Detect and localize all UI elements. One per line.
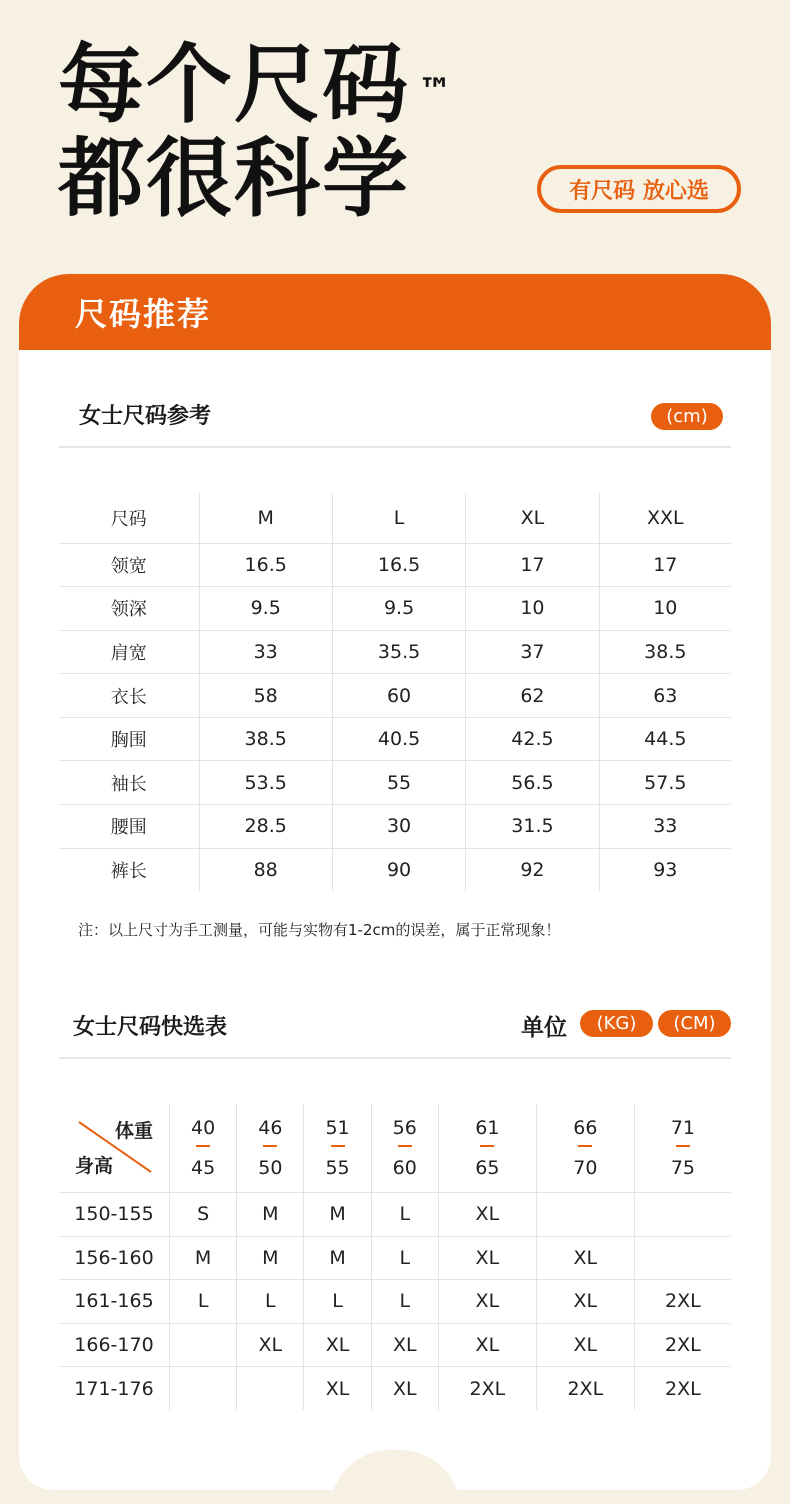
weight-high: 55: [325, 1157, 350, 1179]
weight-low: 66: [573, 1117, 598, 1139]
table-row: [59, 761, 731, 805]
table-row: [59, 848, 731, 892]
recommended-size: 2XL: [634, 1280, 731, 1324]
measurement-value: 62: [466, 674, 599, 718]
corner-cell: [59, 1104, 170, 1193]
measurement-value: 35.5: [332, 630, 465, 674]
recommended-size: M: [304, 1193, 371, 1237]
range-dash: [331, 1145, 345, 1147]
recommended-size: XL: [237, 1323, 304, 1367]
recommended-size: XL: [438, 1193, 536, 1237]
unit-kg-badge: (KG): [580, 1010, 653, 1037]
corner-height-label: 身高: [75, 1155, 114, 1177]
table-row: [59, 1323, 731, 1367]
hero-title-line2: 都很科学: [58, 129, 410, 229]
recommended-size: L: [237, 1280, 304, 1324]
size-reference-table: [59, 493, 731, 892]
weight-low: 56: [392, 1117, 417, 1139]
recommended-size: L: [304, 1280, 371, 1324]
unit-cm-badge: (CM): [658, 1010, 731, 1037]
measurement-value: 17: [466, 543, 599, 587]
weight-range-header: [536, 1104, 634, 1193]
weight-high: 60: [392, 1157, 417, 1179]
height-range-label: 166-170: [59, 1323, 170, 1367]
measurement-value: 31.5: [466, 805, 599, 849]
weight-range-header: [634, 1104, 731, 1193]
measurement-value: 30: [332, 805, 465, 849]
panel-header: 尺码推荐: [19, 274, 771, 350]
table-row: [59, 587, 731, 631]
measurement-label: 袖长: [59, 761, 199, 805]
recommended-size: XL: [536, 1236, 634, 1280]
measurement-value: 9.5: [332, 587, 465, 631]
recommended-size: [170, 1323, 237, 1367]
recommended-size: L: [170, 1280, 237, 1324]
measurement-value: 37: [466, 630, 599, 674]
weight-high: 65: [475, 1157, 500, 1179]
measurement-value: 55: [332, 761, 465, 805]
table-row: [59, 717, 731, 761]
table-row: [59, 1367, 731, 1411]
table-row: [59, 543, 731, 587]
measurement-label: 腰围: [59, 805, 199, 849]
recommended-size: 2XL: [634, 1323, 731, 1367]
measurement-value: 42.5: [466, 717, 599, 761]
header-label: 尺码: [110, 508, 147, 530]
recommended-size: M: [237, 1236, 304, 1280]
quick-select-table: [59, 1104, 731, 1410]
measurement-value: 60: [332, 674, 465, 718]
size-column-header: XXL: [599, 493, 731, 543]
recommended-size: [170, 1367, 237, 1411]
measurement-label: 领深: [59, 587, 199, 631]
recommended-size: XL: [371, 1367, 438, 1411]
measurement-value: 10: [466, 587, 599, 631]
recommended-size: XL: [304, 1323, 371, 1367]
recommended-size: M: [170, 1236, 237, 1280]
weight-high: 50: [258, 1157, 283, 1179]
weight-low: 40: [191, 1117, 216, 1139]
height-range-label: 150-155: [59, 1193, 170, 1237]
measurement-value: 58: [199, 674, 332, 718]
table-row: [59, 674, 731, 718]
recommended-size: 2XL: [634, 1367, 731, 1411]
weight-low: 71: [670, 1117, 695, 1139]
recommended-size: L: [371, 1280, 438, 1324]
recommended-size: [634, 1193, 731, 1237]
recommended-size: 2XL: [438, 1367, 536, 1411]
recommended-size: XL: [304, 1367, 371, 1411]
weight-range-header: [438, 1104, 536, 1193]
measurement-value: 33: [599, 805, 731, 849]
height-range-label: 171-176: [59, 1367, 170, 1411]
recommended-size: [237, 1367, 304, 1411]
size-table-header-row: [59, 493, 731, 543]
measurement-value: 53.5: [199, 761, 332, 805]
range-dash: [263, 1145, 277, 1147]
divider: [59, 446, 731, 448]
measurement-value: 56.5: [466, 761, 599, 805]
divider: [59, 1057, 731, 1059]
height-range-label: 156-160: [59, 1236, 170, 1280]
size-column-header: M: [199, 493, 332, 543]
measurement-label: 裤长: [59, 848, 199, 892]
measurement-value: 90: [332, 848, 465, 892]
measurement-label: 衣长: [59, 674, 199, 718]
recommended-size: L: [371, 1193, 438, 1237]
table-row: [59, 805, 731, 849]
range-dash: [480, 1145, 494, 1147]
weight-low: 51: [325, 1117, 350, 1139]
recommended-size: M: [237, 1193, 304, 1237]
measurement-value: 16.5: [332, 543, 465, 587]
measurement-value: 17: [599, 543, 731, 587]
quick-table-title: 女士尺码快选表: [73, 1015, 228, 1040]
unit-label: 单位: [521, 1015, 567, 1041]
corner-weight-label: 体重: [114, 1120, 153, 1142]
trademark-symbol: ™: [418, 71, 452, 111]
recommended-size: XL: [438, 1236, 536, 1280]
measurement-value: 88: [199, 848, 332, 892]
recommended-size: XL: [536, 1323, 634, 1367]
recommended-size: M: [304, 1236, 371, 1280]
measurement-value: 40.5: [332, 717, 465, 761]
size-column-header: L: [332, 493, 465, 543]
recommended-size: [536, 1193, 634, 1237]
weight-range-header: [237, 1104, 304, 1193]
size-table-title: 女士尺码参考: [79, 404, 212, 429]
recommended-size: XL: [371, 1323, 438, 1367]
hero-badge: 有尺码 放心选: [537, 165, 741, 213]
weight-low: 46: [258, 1117, 283, 1139]
recommended-size: XL: [438, 1323, 536, 1367]
size-column-header: XL: [466, 493, 599, 543]
hero-title: [58, 35, 452, 229]
weight-range-header: [170, 1104, 237, 1193]
weight-range-header: [304, 1104, 371, 1193]
measurement-value: 92: [466, 848, 599, 892]
range-dash: [398, 1145, 412, 1147]
recommended-size: S: [170, 1193, 237, 1237]
measurement-value: 44.5: [599, 717, 731, 761]
table-row: [59, 1236, 731, 1280]
measurement-value: 9.5: [199, 587, 332, 631]
recommended-size: 2XL: [536, 1367, 634, 1411]
size-table-unit: (cm): [651, 403, 723, 430]
measurement-value: 10: [599, 587, 731, 631]
weight-high: 70: [573, 1157, 598, 1179]
weight-high: 45: [191, 1157, 216, 1179]
weight-range-header: [371, 1104, 438, 1193]
measurement-value: 93: [599, 848, 731, 892]
measurement-note: 注：以上尺寸为手工测量，可能与实物有1-2cm的误差，属于正常现象！: [78, 921, 561, 939]
recommended-size: XL: [438, 1280, 536, 1324]
range-dash: [196, 1145, 210, 1147]
range-dash: [578, 1145, 592, 1147]
table-row: [59, 630, 731, 674]
weight-high: 75: [670, 1157, 695, 1179]
measurement-label: 肩宽: [59, 630, 199, 674]
recommended-size: L: [371, 1236, 438, 1280]
range-dash: [676, 1145, 690, 1147]
hero-title-line1: 每个尺码 ™: [58, 35, 452, 135]
measurement-value: 38.5: [599, 630, 731, 674]
measurement-value: 38.5: [199, 717, 332, 761]
table-row: [59, 1280, 731, 1324]
recommended-size: XL: [536, 1280, 634, 1324]
measurement-label: 胸围: [59, 717, 199, 761]
weight-low: 61: [475, 1117, 500, 1139]
measurement-value: 28.5: [199, 805, 332, 849]
measurement-label: 领宽: [59, 543, 199, 587]
measurement-value: 33: [199, 630, 332, 674]
recommended-size: [634, 1236, 731, 1280]
measurement-value: 63: [599, 674, 731, 718]
quick-table-header-row: [59, 1104, 731, 1193]
table-row: [59, 1193, 731, 1237]
measurement-value: 57.5: [599, 761, 731, 805]
height-range-label: 161-165: [59, 1280, 170, 1324]
measurement-value: 16.5: [199, 543, 332, 587]
